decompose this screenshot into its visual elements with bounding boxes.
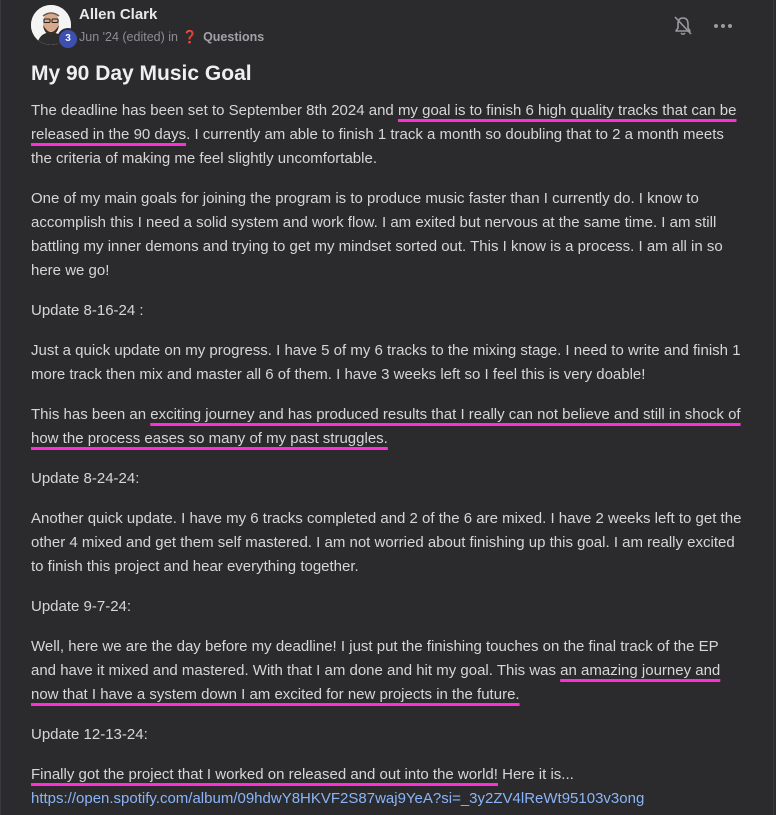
more-options-icon[interactable] [711, 15, 735, 37]
highlighted-text: my goal is to finish 6 high quality tracks that can be released in the 90 days [31, 102, 737, 143]
update-heading: Update 9-7-24: [31, 598, 132, 615]
highlighted-text: an amazing journey and now that I have a system down I am excited for new projects in the future. [31, 662, 721, 703]
update-heading: Update 8-16-24 : [31, 302, 144, 319]
spotify-link[interactable]: https://open.spotify.com/album/09hdwY8HKVF2S87waj9YeA?si=_3y2ZV4lReWt95103v3ong [31, 790, 645, 807]
text-span: The deadline has been set to September 8th 2024 and [31, 102, 398, 119]
text-span: Here it is... [497, 766, 574, 783]
paragraph-update-3 [31, 635, 746, 707]
paragraph-goals: One of my main goals for joining the program is to produce music faster than I currently do. I know to accomplish this I need a solid system and work flow. I am exited but nervous at the same time. I am still battling my inner demons and trying to get my mindset sorted out. This I know is a process. I am all in so here we go! [31, 190, 723, 279]
text-span: . I currently am able to finish 1 track a month so doubling that to 2 a month meets the criteria of making me feel slightly uncomfortable. [31, 126, 724, 167]
in-label: in [168, 30, 178, 44]
category-link[interactable]: Questions [203, 30, 265, 44]
post-title: My 90 Day Music Goal [31, 62, 252, 85]
paragraph-update-4 [31, 763, 746, 811]
bell-off-icon[interactable] [673, 15, 693, 37]
paragraph-update-1b [31, 403, 746, 451]
update-heading: Update 8-24-24: [31, 470, 140, 487]
author-name[interactable]: Allen Clark [79, 6, 158, 23]
post-body [31, 99, 746, 811]
post-date[interactable]: Jun '24 (edited) [79, 30, 165, 44]
paragraph-update-2: Another quick update. I have my 6 tracks completed and 2 of the 6 are mixed. I have 2 weeks left to get the other 4 mixed and get them self mastered. I am not worried about finishing up this goal. I am really excited to finish this project and hear everything together. [31, 510, 742, 575]
question-mark-icon: ❓ [182, 30, 198, 44]
highlighted-text: exciting journey and has produced results that I really can not believe and still in shock of how the process eases so many of my past struggles. [31, 406, 741, 447]
highlighted-text: Finally got the project that I worked on released and out into the world! [31, 766, 498, 783]
paragraph-intro [31, 99, 746, 171]
level-badge: 3 [57, 28, 79, 50]
post-meta [79, 30, 264, 45]
paragraph-update-1: Just a quick update on my progress. I have 5 of my 6 tracks to the mixing stage. I need to write and finish 1 more track then mix and master all 6 of them. I have 3 weeks left so I feel this is very doable! [31, 342, 741, 383]
update-heading: Update 12-13-24: [31, 726, 148, 743]
text-span: Well, here we are the day before my deadline! I just put the finishing touches on the final track of the EP and have it mixed and mastered. With that I am done and hit my goal. This was [31, 638, 719, 679]
text-span: This has been an [31, 406, 151, 423]
